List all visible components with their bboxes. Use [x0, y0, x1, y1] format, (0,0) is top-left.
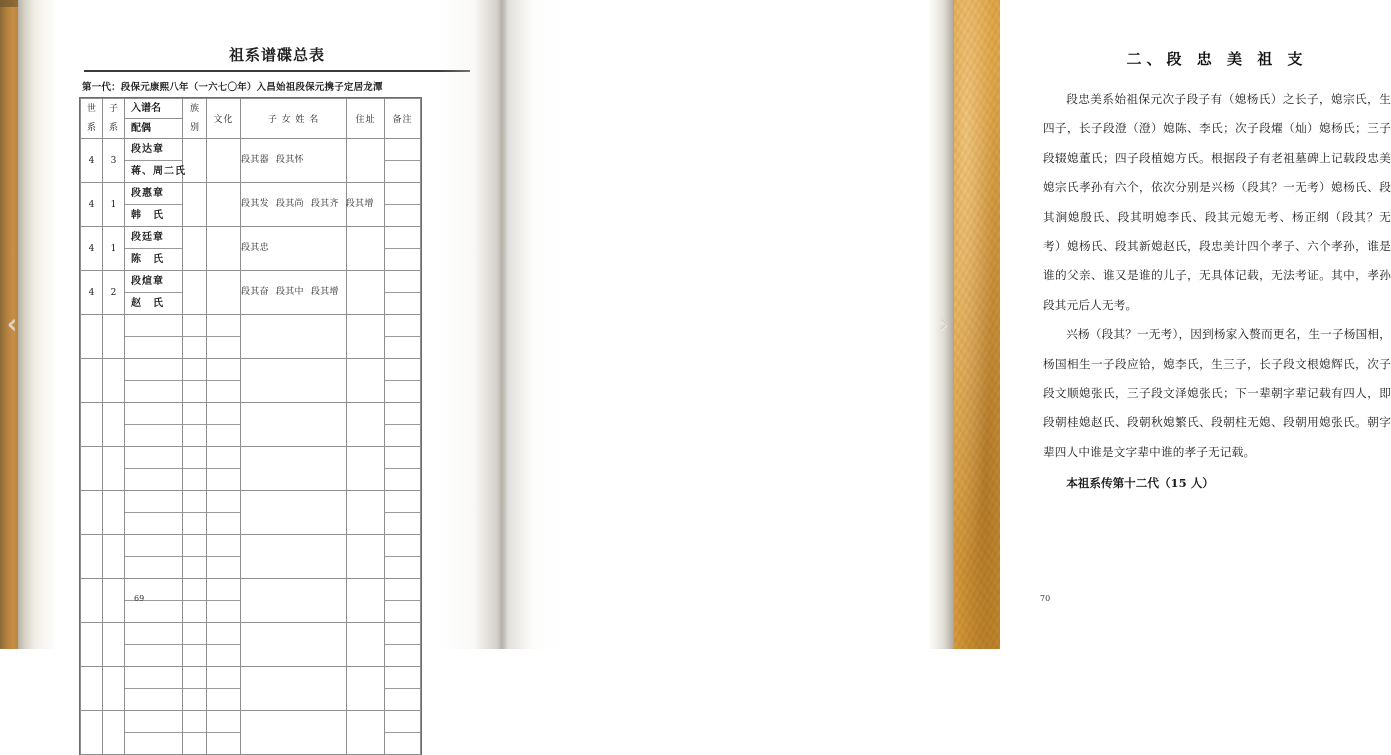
page-title: 祖系谱碟总表 [228, 46, 325, 64]
cell-ethnicity-lower [183, 557, 206, 578]
cell-address [347, 711, 385, 755]
cell-remarks [385, 623, 421, 667]
cell-children-names [241, 271, 347, 315]
cell-remarks [385, 139, 421, 183]
cell-name-spouse [125, 403, 183, 447]
cell-spouse-name: 蒋、周二氏 [131, 166, 186, 177]
chevron-left-icon[interactable] [1, 308, 23, 340]
cell-remarks-lower [385, 249, 420, 270]
page-number-right: 70 [1040, 594, 1051, 603]
cell-name-spouse [125, 491, 183, 535]
cell-ethnicity-upper [183, 579, 206, 601]
cell-remarks-upper [385, 535, 420, 557]
cell-name-spouse [125, 667, 183, 711]
cell-sub-lineage [103, 579, 125, 623]
cell-address [347, 227, 385, 271]
table-subtitle: 第一代：段保元康熙八年（一六七〇年）入昌始祖段保元携子定居龙潭 [82, 82, 383, 93]
cell-ethnicity [183, 579, 207, 623]
cell-education-upper [207, 623, 240, 645]
cell-name-spouse [125, 227, 183, 271]
cell-ethnicity [183, 711, 207, 755]
cell-generation [81, 491, 103, 535]
paragraph-1: 段忠美系始祖保元次子段子有（媳杨氏）之长子，媳宗氏，生四子，长子段澄（澄）媳陈、李氏；次子段燿（灿）媳杨氏；三子段辍媳董氏；四子段植媳方氏。根据段子有老祖墓碑上记载段忠美媳宗氏孝孙有六个，依次分别是兴杨（段其？一无考）媳杨氏、段其涧媳殷氏、段其明媳李氏、段其元媳无考、杨正纲（段其？无考）媳杨氏、段其新媳赵氏，段忠美计四个孝子、六个孝孙，谁是谁的父亲、谁又是谁的儿子，无具体记载，无法考证。其中，孝孙段其元后人无考。 [1043, 92, 1391, 312]
cell-ethnicity-upper [183, 403, 206, 425]
cell-remarks-upper [385, 667, 420, 689]
cell-remarks [385, 227, 421, 271]
cell-education-lower [207, 425, 240, 446]
cell-generation: 4 [81, 227, 103, 271]
cell-remarks-upper [385, 491, 420, 513]
cell-education-upper [207, 535, 240, 557]
cell-education [207, 667, 241, 711]
cell-education-upper [207, 315, 240, 337]
cell-address [347, 667, 385, 711]
cell-education-upper [207, 403, 240, 425]
child-name: 段其器 [241, 155, 269, 165]
cell-education-lower [207, 601, 240, 622]
cell-remarks-upper [385, 227, 420, 249]
cell-education [207, 491, 241, 535]
page-number-left: 69 [134, 594, 145, 603]
table-header-row [81, 99, 421, 139]
cell-remarks-lower [385, 601, 420, 622]
cell-generation [81, 403, 103, 447]
cell-ethnicity [183, 491, 207, 535]
cell-spouse-name [125, 469, 182, 490]
cell-remarks-lower [385, 557, 420, 578]
cell-sub-lineage: 2 [103, 271, 125, 315]
cell-education [207, 535, 241, 579]
cell-name-spouse [125, 711, 183, 755]
table-row-empty [81, 579, 421, 623]
title-underline [84, 70, 470, 72]
book-page-left [54, 0, 500, 649]
cell-ethnicity [183, 667, 207, 711]
cell-name-spouse [125, 315, 183, 359]
cell-remarks-lower [385, 469, 420, 490]
table-row-empty [81, 403, 421, 447]
cell-remarks-lower [385, 293, 420, 314]
genealogy-table [80, 98, 421, 755]
cell-ethnicity [183, 139, 207, 183]
child-name: 段其尚 [275, 199, 304, 209]
child-name: 段其齐 [310, 199, 339, 209]
cell-register-name: 段煊章 [125, 271, 182, 293]
cell-education [207, 447, 241, 491]
cell-sub-lineage [103, 623, 125, 667]
cell-education [207, 711, 241, 755]
cell-education-upper [207, 447, 240, 469]
cell-spouse-name [125, 513, 182, 534]
cell-remarks-lower [385, 689, 420, 710]
cell-register-name [125, 535, 182, 557]
cell-children-names [241, 623, 347, 667]
cell-name-spouse [125, 271, 183, 315]
cell-ethnicity [183, 623, 207, 667]
column-header-remarks: 备注 [385, 99, 421, 139]
cell-generation [81, 623, 103, 667]
cell-ethnicity-upper [183, 535, 206, 557]
cell-ethnicity-lower [183, 733, 206, 754]
cell-remarks-upper [385, 139, 420, 161]
cell-name-spouse [125, 183, 183, 227]
cell-education [207, 403, 241, 447]
cell-address [347, 271, 385, 315]
cell-register-name [125, 491, 182, 513]
cell-children-names [241, 183, 374, 227]
column-header-register-name: 入谱名 [125, 99, 182, 119]
cell-children-names [241, 711, 347, 755]
cell-generation [81, 535, 103, 579]
cell-ethnicity [183, 535, 207, 579]
table-row [81, 227, 421, 271]
cell-address [347, 579, 385, 623]
cell-ethnicity [183, 359, 207, 403]
cell-register-name [125, 315, 182, 337]
cell-address [347, 403, 385, 447]
prose-block [1043, 48, 1391, 499]
cell-education [207, 359, 241, 403]
cell-name-spouse [125, 139, 186, 183]
cell-ethnicity [183, 227, 207, 271]
cell-children-names [241, 667, 347, 711]
cell-education-upper [207, 667, 240, 689]
cell-sub-lineage: 1 [103, 227, 125, 271]
cell-education-lower [207, 645, 240, 666]
cell-remarks-upper [385, 711, 420, 733]
column-header-children-names: 子 女 姓 名 [241, 99, 347, 139]
child-name: 段其中 [275, 287, 304, 297]
column-header-name-spouse [125, 99, 183, 139]
cell-register-name: 段达章 [125, 139, 182, 161]
cell-ethnicity [183, 271, 207, 315]
cell-children-names [241, 403, 347, 447]
cell-children-names [241, 139, 347, 183]
closing-note: 本祖系传第十二代（15 人） [1066, 476, 1214, 491]
cell-remarks [385, 711, 421, 755]
cell-remarks [385, 447, 421, 491]
cell-education [207, 271, 241, 315]
cell-sub-lineage [103, 359, 125, 403]
cell-education [207, 139, 241, 183]
book-page-right [500, 0, 1391, 649]
cell-address [347, 447, 385, 491]
cell-remarks [385, 183, 421, 227]
cell-address [347, 315, 385, 359]
cell-children-names [241, 447, 347, 491]
column-header-generation-char1: 世 [86, 103, 96, 114]
cell-remarks-upper [385, 315, 420, 337]
cell-ethnicity-lower [183, 425, 206, 446]
column-header-education: 文化 [207, 99, 241, 139]
cell-remarks [385, 403, 421, 447]
column-header-ethnicity [183, 99, 207, 139]
cell-remarks [385, 491, 421, 535]
cell-children-names [241, 579, 347, 623]
cell-education-lower [207, 469, 240, 490]
cell-register-name [125, 711, 182, 733]
column-header-generation [81, 99, 103, 139]
cell-sub-lineage [103, 535, 125, 579]
cell-education-upper [207, 711, 240, 733]
cell-remarks [385, 579, 421, 623]
cell-children-names [241, 359, 347, 403]
table-body [81, 139, 421, 755]
cell-remarks [385, 315, 421, 359]
table-row-empty [81, 491, 421, 535]
cell-children-names [241, 535, 347, 579]
cell-register-name [125, 403, 182, 425]
child-name: 段其忠 [241, 243, 269, 253]
cell-ethnicity-lower [183, 645, 206, 666]
table-row [81, 271, 421, 315]
cell-sub-lineage [103, 447, 125, 491]
cell-sub-lineage [103, 667, 125, 711]
cell-children-names [241, 227, 347, 271]
cell-address [347, 491, 385, 535]
cell-ethnicity-upper [183, 491, 206, 513]
cell-remarks-lower [385, 161, 420, 182]
cell-spouse-name [125, 381, 182, 402]
column-header-sub-lineage [103, 99, 125, 139]
cell-name-spouse [125, 447, 183, 491]
cell-education-lower [207, 733, 240, 754]
page-edge-stack-left [18, 0, 56, 649]
cell-remarks-upper [385, 183, 420, 205]
cell-name-spouse [125, 359, 183, 403]
cell-ethnicity-lower [183, 381, 206, 402]
cell-ethnicity-lower [183, 601, 206, 622]
cell-ethnicity-lower [183, 337, 206, 358]
cell-ethnicity-upper [183, 667, 206, 689]
cell-education-lower [207, 513, 240, 534]
cell-name-spouse [125, 623, 183, 667]
cell-spouse-name [125, 425, 182, 446]
cell-generation [81, 711, 103, 755]
cell-register-name: 段廷章 [125, 227, 182, 249]
cell-ethnicity [183, 403, 207, 447]
column-header-address: 住址 [347, 99, 385, 139]
cell-generation: 4 [81, 271, 103, 315]
table-row-empty [81, 711, 421, 755]
desk-leather-right [952, 0, 1000, 649]
column-header-sub-lineage-char1: 子 [108, 103, 118, 114]
child-name: 段其怀 [275, 155, 304, 165]
cell-address [347, 623, 385, 667]
prev-page-glyph: ‹ [6, 309, 18, 339]
table-row-empty [81, 667, 421, 711]
cell-register-name [125, 359, 182, 381]
cell-remarks-lower [385, 337, 420, 358]
cell-address [347, 535, 385, 579]
cell-remarks [385, 359, 421, 403]
cell-remarks-upper [385, 447, 420, 469]
cell-remarks-upper [385, 359, 420, 381]
chevron-right-icon[interactable] [933, 308, 955, 340]
cell-generation [81, 667, 103, 711]
cell-generation [81, 359, 103, 403]
next-page-glyph: › [938, 309, 950, 339]
cell-ethnicity-upper [183, 711, 206, 733]
cell-ethnicity-upper [183, 359, 206, 381]
child-name: 段其增 [310, 287, 339, 297]
cell-spouse-name [125, 601, 182, 622]
cell-remarks-lower [385, 645, 420, 666]
cell-sub-lineage: 1 [103, 183, 125, 227]
cell-generation [81, 579, 103, 623]
cell-sub-lineage [103, 711, 125, 755]
cell-education [207, 315, 241, 359]
cell-sub-lineage: 3 [103, 139, 125, 183]
cell-remarks [385, 535, 421, 579]
cell-register-name [125, 623, 182, 645]
cell-ethnicity-upper [183, 623, 206, 645]
cell-address [347, 359, 385, 403]
cell-education [207, 623, 241, 667]
cell-education-upper [207, 579, 240, 601]
cell-education [207, 227, 241, 271]
paragraph-2: 兴杨（段其？一无考），因到杨家入赘而更名，生一子杨国相，杨国相生一子段应铪，媳李氏，生三子，长子段文根媳辉氏，次子段文顺媳张氏，三子段文泽媳张氏；下一辈朝字辈记载有四人，即段朝桂媳赵氏、段朝秋媳繁氏、段朝柱无媳、段朝用媳张氏。朝字辈四人中谁是文字辈中谁的孝子无记载。 [1043, 327, 1391, 459]
cell-remarks-upper [385, 271, 420, 293]
section-heading: 二、段 忠 美 祖 支 [1126, 50, 1308, 68]
cell-generation [81, 447, 103, 491]
cell-remarks-lower [385, 381, 420, 402]
cell-education [207, 579, 241, 623]
cell-ethnicity [183, 447, 207, 491]
cell-remarks-lower [385, 513, 420, 534]
cell-remarks-lower [385, 733, 420, 754]
table-row-empty [81, 359, 421, 403]
cell-spouse-name [125, 557, 182, 578]
cell-remarks-upper [385, 579, 420, 601]
cell-remarks [385, 667, 421, 711]
cell-education-upper [207, 491, 240, 513]
cell-ethnicity [183, 183, 207, 227]
cell-register-name [125, 667, 182, 689]
cell-spouse-name: 陈 氏 [131, 254, 164, 265]
cell-remarks-lower [385, 425, 420, 446]
cell-education-lower [207, 557, 240, 578]
cell-generation: 4 [81, 139, 103, 183]
child-name: 段其发 [241, 199, 269, 209]
cell-ethnicity [183, 315, 207, 359]
cell-ethnicity-lower [183, 689, 206, 710]
cell-generation [81, 315, 103, 359]
cell-education-upper [207, 359, 240, 381]
table-row-empty [81, 447, 421, 491]
cell-sub-lineage [103, 403, 125, 447]
column-header-sub-lineage-char2: 系 [108, 122, 118, 133]
cell-spouse-name: 赵 氏 [131, 298, 164, 309]
cell-sub-lineage [103, 315, 125, 359]
cell-register-name [125, 447, 182, 469]
genealogy-table-block [80, 44, 474, 755]
cell-remarks-lower [385, 205, 420, 226]
cell-children-names [241, 315, 347, 359]
column-header-ethnicity-char1: 族 [189, 103, 199, 114]
cell-ethnicity-upper [183, 315, 206, 337]
cell-education-lower [207, 337, 240, 358]
cell-ethnicity-upper [183, 447, 206, 469]
cell-education [207, 183, 241, 227]
cell-register-name: 段惠章 [125, 183, 182, 205]
cell-remarks-upper [385, 403, 420, 425]
cell-sub-lineage [103, 491, 125, 535]
cell-spouse-name [125, 645, 182, 666]
cell-name-spouse [125, 535, 183, 579]
table-row-empty [81, 535, 421, 579]
cell-remarks-upper [385, 623, 420, 645]
cell-ethnicity-lower [183, 469, 206, 490]
cell-education-lower [207, 689, 240, 710]
column-header-spouse: 配偶 [131, 123, 151, 134]
table-row [81, 139, 421, 183]
cell-children-names [241, 491, 347, 535]
cell-remarks [385, 271, 421, 315]
cell-spouse-name [125, 337, 182, 358]
table-row-empty [81, 623, 421, 667]
cell-address [347, 139, 385, 183]
cell-spouse-name [125, 689, 182, 710]
cell-ethnicity-lower [183, 513, 206, 534]
child-name: 段其奋 [241, 287, 269, 297]
cell-spouse-name: 韩 氏 [131, 210, 164, 221]
column-header-ethnicity-char2: 别 [189, 122, 199, 133]
cell-spouse-name [125, 733, 182, 754]
table-row [81, 183, 421, 227]
child-name: 段其增 [345, 199, 374, 209]
cell-generation: 4 [81, 183, 103, 227]
cell-education-lower [207, 381, 240, 402]
column-header-generation-char2: 系 [86, 122, 96, 133]
table-row-empty [81, 315, 421, 359]
